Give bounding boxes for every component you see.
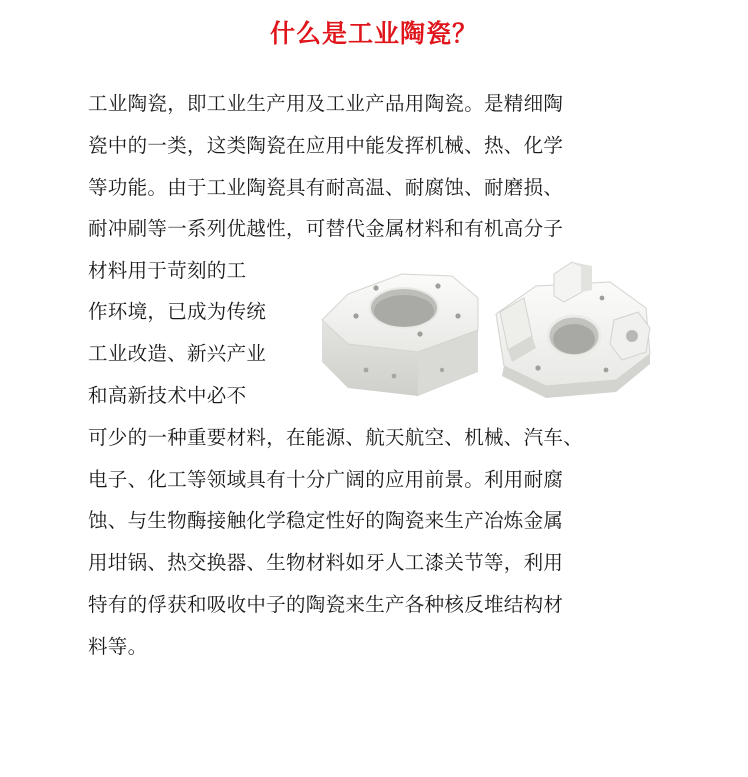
paragraph-line: 工业改造、新兴产业 (88, 342, 267, 365)
paragraph-line: 作环境，已成为传统 (88, 300, 267, 323)
paragraph-line: 材料用于苛刻的工 (88, 259, 247, 282)
page-title: 什么是工业陶瓷？ (269, 19, 478, 48)
paragraph-line: 和高新技术中必不 (88, 384, 247, 407)
paragraph-line: 可少的一种重要材料，在能源、航天航空、机械、汽车、 (88, 426, 584, 449)
octagon-ceramic-part (322, 274, 478, 396)
paragraph-line: 特有的俘获和吸收中子的陶瓷来生产各种核反堆结构材 (88, 593, 564, 616)
paragraph-line: 蚀、与生物酶接触化学稳定性好的陶瓷来生产冶炼金属 (88, 509, 564, 532)
paragraph-line: 耐冲刷等一系列优越性，可替代金属材料和有机高分子 (88, 217, 564, 240)
paragraph-line: 等功能。由于工业陶瓷具有耐高温、耐腐蚀、耐磨损、 (88, 176, 564, 199)
paragraph-line: 用坩锅、热交换器、生物材料如牙人工漆关节等，利用 (88, 551, 564, 574)
paragraph-line: 电子、化工等领域具有十分广阔的应用前景。利用耐腐 (88, 468, 564, 491)
paragraph-line: 瓷中的一类，这类陶瓷在应用中能发挥机械、热、化学 (88, 134, 564, 157)
paragraph-line: 料等。 (88, 635, 148, 658)
ceramic-parts-photo (310, 252, 660, 407)
paragraph-line: 工业陶瓷，即工业生产用及工业产品用陶瓷。是精细陶 (88, 92, 564, 115)
bracket-ceramic-part (496, 262, 650, 398)
